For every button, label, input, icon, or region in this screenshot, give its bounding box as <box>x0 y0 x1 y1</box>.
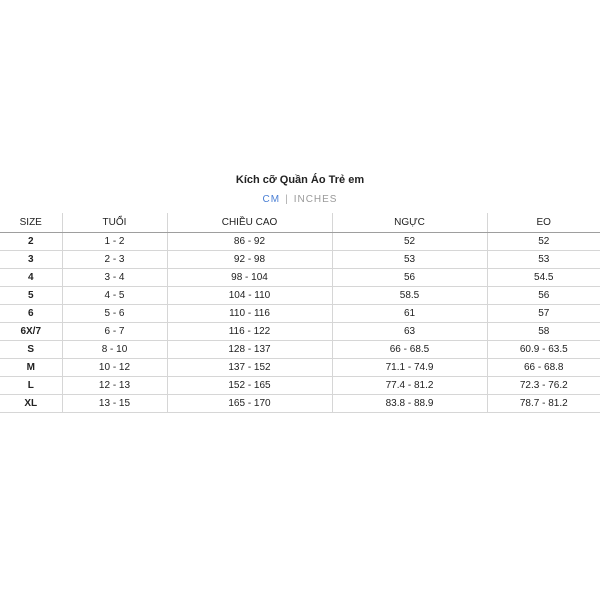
cell-age: 6 - 7 <box>62 323 167 341</box>
table-row <box>0 251 600 269</box>
header-waist: EO <box>487 213 600 233</box>
table-row <box>0 359 600 377</box>
unit-separator: | <box>285 194 289 205</box>
cell-height: 104 - 110 <box>167 287 332 305</box>
cell-age: 2 - 3 <box>62 251 167 269</box>
cell-age: 12 - 13 <box>62 377 167 395</box>
cell-age: 3 - 4 <box>62 269 167 287</box>
table-row <box>0 377 600 395</box>
cell-height: 128 - 137 <box>167 341 332 359</box>
cell-height: 110 - 116 <box>167 305 332 323</box>
cell-age: 1 - 2 <box>62 233 167 251</box>
cell-waist: 72.3 - 76.2 <box>487 377 600 395</box>
cell-waist: 78.7 - 81.2 <box>487 395 600 413</box>
cell-chest: 58.5 <box>332 287 487 305</box>
header-size: SIZE <box>0 213 62 233</box>
cell-age: 4 - 5 <box>62 287 167 305</box>
cell-height: 98 - 104 <box>167 269 332 287</box>
size-table <box>0 213 600 413</box>
table-row <box>0 323 600 341</box>
cell-waist: 66 - 68.8 <box>487 359 600 377</box>
header-height: CHIỀU CAO <box>167 213 332 233</box>
table-row <box>0 269 600 287</box>
cell-size: M <box>0 359 62 377</box>
cell-age: 5 - 6 <box>62 305 167 323</box>
table-row <box>0 341 600 359</box>
cell-waist: 56 <box>487 287 600 305</box>
table-header-row <box>0 213 600 233</box>
table-row <box>0 395 600 413</box>
cell-chest: 83.8 - 88.9 <box>332 395 487 413</box>
cell-age: 10 - 12 <box>62 359 167 377</box>
cell-age: 8 - 10 <box>62 341 167 359</box>
cell-size: 2 <box>0 233 62 251</box>
cell-size: 6X/7 <box>0 323 62 341</box>
cell-height: 137 - 152 <box>167 359 332 377</box>
cell-waist: 57 <box>487 305 600 323</box>
cell-size: 5 <box>0 287 62 305</box>
cell-size: XL <box>0 395 62 413</box>
unit-cm-button[interactable]: CM <box>262 194 281 205</box>
cell-size: 3 <box>0 251 62 269</box>
cell-chest: 63 <box>332 323 487 341</box>
header-chest: NGỰC <box>332 213 487 233</box>
cell-waist: 58 <box>487 323 600 341</box>
cell-chest: 66 - 68.5 <box>332 341 487 359</box>
table-row <box>0 287 600 305</box>
cell-chest: 52 <box>332 233 487 251</box>
size-chart-title: Kích cỡ Quần Áo Trẻ em <box>235 174 365 186</box>
cell-waist: 53 <box>487 251 600 269</box>
cell-age: 13 - 15 <box>62 395 167 413</box>
unit-inches-button[interactable]: INCHES <box>293 194 338 205</box>
cell-size: 4 <box>0 269 62 287</box>
cell-chest: 53 <box>332 251 487 269</box>
header-age: TUỔI <box>62 213 167 233</box>
cell-size: L <box>0 377 62 395</box>
cell-waist: 52 <box>487 233 600 251</box>
cell-waist: 60.9 - 63.5 <box>487 341 600 359</box>
cell-chest: 77.4 - 81.2 <box>332 377 487 395</box>
cell-chest: 61 <box>332 305 487 323</box>
unit-toggle <box>0 194 600 205</box>
cell-size: 6 <box>0 305 62 323</box>
table-row <box>0 305 600 323</box>
cell-chest: 56 <box>332 269 487 287</box>
cell-height: 152 - 165 <box>167 377 332 395</box>
cell-height: 116 - 122 <box>167 323 332 341</box>
cell-waist: 54.5 <box>487 269 600 287</box>
cell-height: 92 - 98 <box>167 251 332 269</box>
table-row <box>0 233 600 251</box>
cell-size: S <box>0 341 62 359</box>
cell-height: 86 - 92 <box>167 233 332 251</box>
cell-height: 165 - 170 <box>167 395 332 413</box>
cell-chest: 71.1 - 74.9 <box>332 359 487 377</box>
